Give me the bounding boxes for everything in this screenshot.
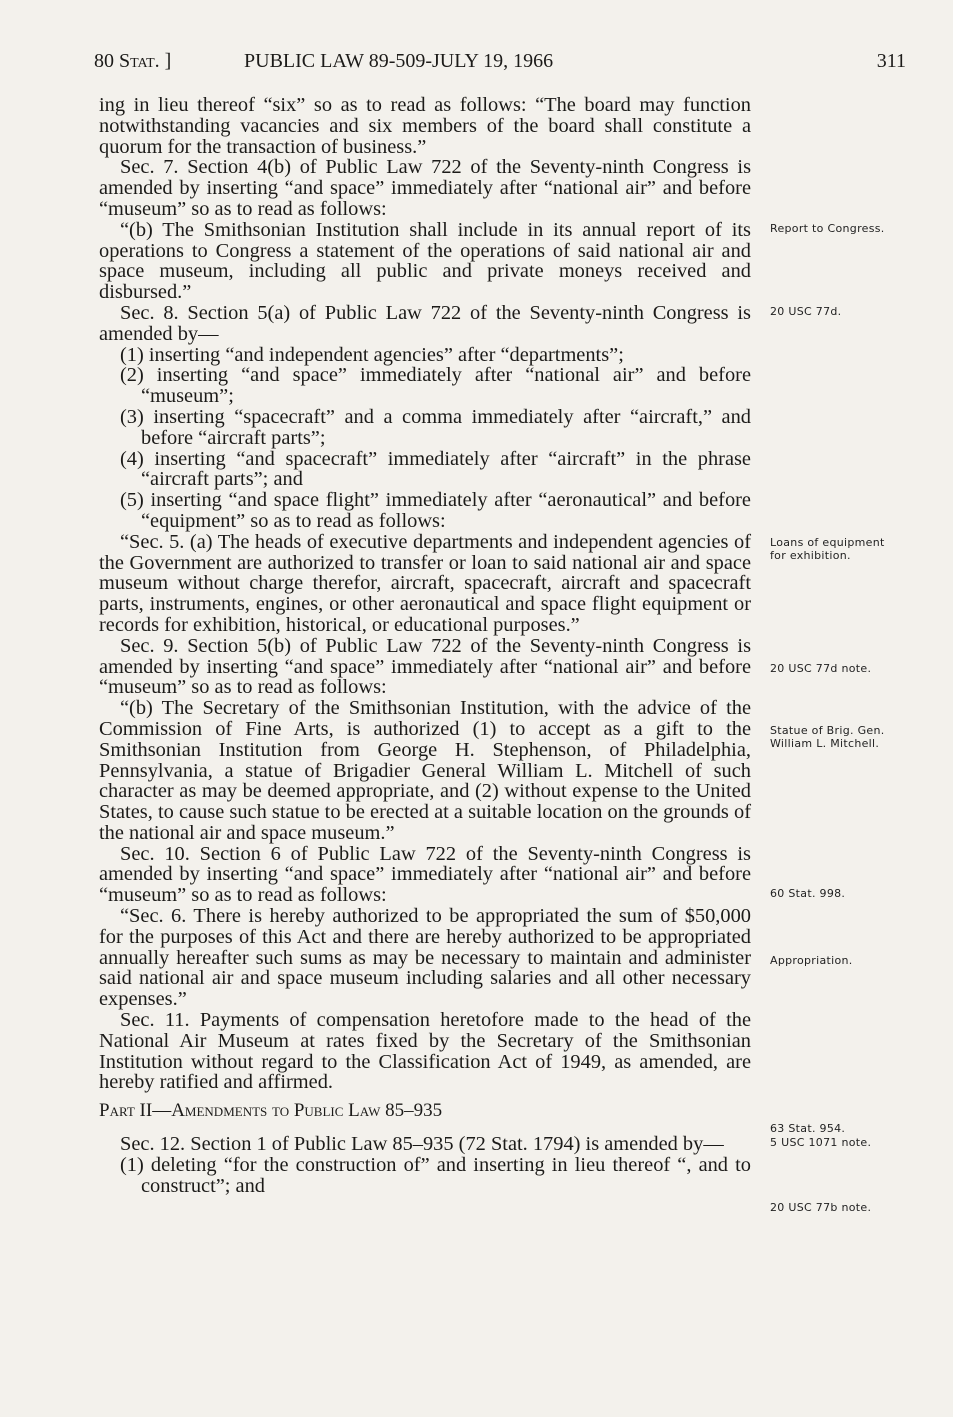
margin-note: 20 USC 77d. — [770, 305, 842, 318]
margin-note: 20 USC 77d note. — [770, 662, 872, 675]
section-11: Sec. 11. Payments of compensation heretofore made to the head of the National Air Museum at rates fixed by the Secretary of the Smithsonian Institution without regard to the Classification Act of 1949, as amended, are hereby ratified and affirmed. — [99, 1009, 751, 1094]
section-10: Sec. 10. Section 6 of Public Law 722 of the Seventy-ninth Congress is amended by inserting “and space” immediately after “national air” and before “museum” so as to read as follows: — [99, 842, 751, 907]
margin-note: 5 USC 1071 note. — [770, 1136, 872, 1149]
margin-note: Statue of Brig. Gen. William L. Mitchell. — [770, 724, 885, 750]
section-7: Sec. 7. Section 4(b) of Public Law 722 of the Seventy-ninth Congress is amended by inserting “and space” immediately after “national air” and before “museum” so as to read as follows: — [99, 156, 751, 220]
quoted-paragraph: “(b) The Smithsonian Institution shall include in its annual report of its operations to Congress a statement of the operations of said national air and space museum, including all public and private moneys received and disbursed.” — [99, 218, 751, 304]
paragraph: ing in lieu thereof “six” so as to read as follows: “The board may function notwithstanding vacancies and six members of the board shall constitute a quorum for the transaction of business.” — [99, 94, 751, 158]
margin-note: Report to Congress. — [770, 222, 885, 235]
margin-note: 63 Stat. 954. — [770, 1122, 846, 1135]
list-item: (2) inserting “and space” immediately after “national air” and before “museum”; — [120, 364, 751, 408]
header-title: PUBLIC LAW 89-509-JULY 19, 1966 — [244, 50, 554, 72]
section-8: Sec. 8. Section 5(a) of Public Law 722 of the Seventy-ninth Congress is amended by— — [99, 301, 751, 345]
part-heading: Part II—Amendments to Public Law 85–935 — [99, 1100, 443, 1122]
main-text — [99, 95, 751, 1196]
quoted-paragraph: “Sec. 6. There is hereby authorized to be appropriated the sum of $50,000 for the purposes of this Act and there are hereby authorized to be appropriated annually hereafter such sums as may be necessary to maintain and administer said national air and space museum including salaries and all other necessary expenses.” — [99, 905, 751, 1011]
list-item: (4) inserting “and spacecraft” immediately after “aircraft” in the phrase “aircraft parts”; and — [120, 447, 751, 491]
section-12: Sec. 12. Section 1 of Public Law 85–935 (72 Stat. 1794) is amended by— — [120, 1133, 724, 1156]
list-item: (1) inserting “and independent agencies” after “departments”; — [120, 343, 624, 366]
margin-note: Appropriation. — [770, 954, 853, 967]
margin-note: 60 Stat. 998. — [770, 887, 846, 900]
list-item: (1) deleting “for the construction of” and inserting in lieu thereof “, and to construct”; and — [120, 1153, 751, 1197]
page-number: 311 — [876, 50, 906, 72]
list-item: (5) inserting “and space flight” immediately after “aeronautical” and before “equipment” so as to read as follows: — [120, 489, 751, 532]
margin-note: 20 USC 77b note. — [770, 1201, 872, 1214]
section-9: Sec. 9. Section 5(b) of Public Law 722 of the Seventy-ninth Congress is amended by inserting “and space” immediately after “national air” and before “museum” so as to read as follows: — [99, 634, 751, 699]
quoted-paragraph: “(b) The Secretary of the Smithsonian Institution, with the advice of the Commission of Fine Arts, is authorized (1) to accept as a gift to the Smithsonian Institution from George H. Stephenson, of Philadelphia, Pennsylvania, a statue of Brigadier General William L. Mitchell of such character as may be deemed appropriate, and (2) without expense to the United States, to cause such statue to be erected at a suitable location on the grounds of the national air and space museum.” — [99, 697, 751, 844]
header-citation: 80 Stat. ] — [94, 50, 172, 72]
margin-note: Loans of equipment for exhibition. — [770, 536, 885, 562]
page-header — [94, 50, 906, 80]
list-item: (3) inserting “spacecraft” and a comma immediately after “aircraft,” and before “aircraft parts”; — [120, 405, 751, 449]
quoted-paragraph: “Sec. 5. (a) The heads of executive departments and independent agencies of the Government are authorized to transfer or loan to said national air and space museum without charge therefor, aircraft, spacecraft, aircraft and spacecraft parts, instruments, engines, or other aeronautical and space flight equipment or records for exhibition, historical, or educational purposes.” — [99, 530, 751, 636]
